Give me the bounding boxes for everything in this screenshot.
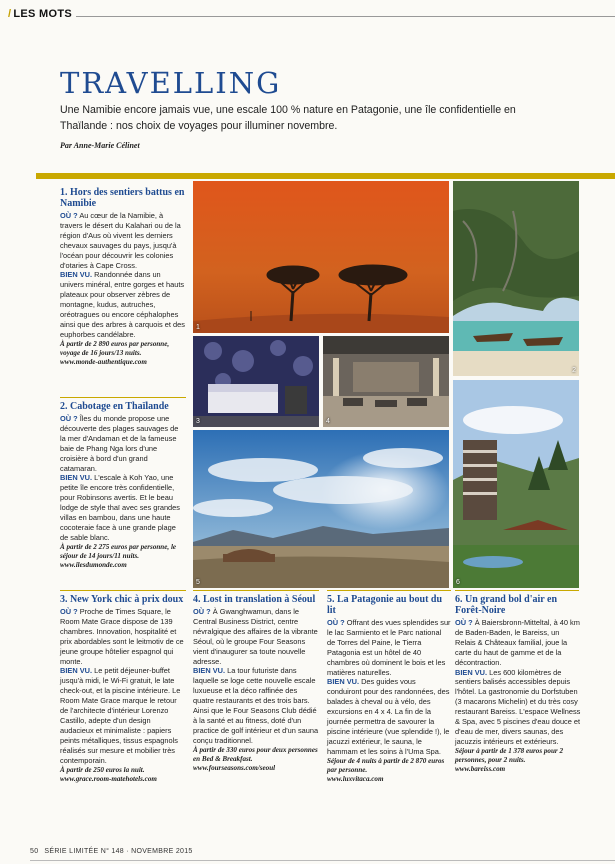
photo-new-york-room (193, 336, 319, 427)
seoul-lobby-image (323, 336, 449, 427)
article-where: OÙ ? Offrant des vues splendides sur le lac Sarmiento et le Parc national de Torres del Paine, le Tierra Patagonia est un hôtel de 40 chambres où dominent le bois et les matières naturelles. (327, 618, 451, 677)
divider (60, 590, 186, 591)
article-black-forest (455, 594, 581, 774)
byline: Par Anne-Marie Célinet (60, 141, 140, 150)
article-title: 4. Lost in translation à Séoul (193, 594, 316, 605)
black-forest-hotel-image (453, 380, 579, 588)
section-tab-label: LES MOTS (13, 8, 72, 20)
article-namibia (60, 187, 186, 367)
article-link[interactable]: www.grace.room-matehotels.com (60, 774, 157, 783)
article-seoul (193, 594, 319, 773)
article-link[interactable]: www.ilesdumonde.com (60, 561, 127, 570)
article-title: 2. Cabotage en Thaïlande (60, 401, 169, 412)
article-title: 5. La Patagonie au bout du lit (327, 594, 443, 616)
article-new-york (60, 594, 186, 784)
article-price: Séjour de 4 nuits à partir de 2 870 euros par personne. (327, 756, 445, 774)
article-patagonia (327, 594, 451, 784)
divider (193, 590, 319, 591)
photo-thailand-bay (453, 181, 579, 376)
photo-number: 2 (572, 367, 576, 374)
footer-rule (30, 860, 615, 861)
gold-band (36, 173, 615, 179)
article-where: OÙ ? Au cœur de la Namibie, à travers le désert du Kalahari ou de la région d'Aus où vivent les derniers chevaux sauvages du pays, jusqu'à l'océan pour découvrir les colonies d'otaries à Cape Cross. (60, 211, 181, 270)
article-where: OÙ ? Proche de Times Square, le Room Mate Grace dispose de 139 chambres. Innovation, hospitalité et prix abordables sont le leitmotiv de ce jeune groupe hôtelier espagnol qui monte. (60, 607, 184, 666)
section-rule (0, 16, 615, 17)
photo-namibia-dunes (193, 181, 449, 333)
article-title: 6. Un grand bol d'air en Forêt-Noire (455, 594, 558, 616)
photo-number: 1 (196, 324, 200, 331)
thailand-bay-image (453, 181, 579, 376)
article-highlight: BIEN VU. Le petit déjeuner-buffet jusqu'à midi, le Wi-Fi gratuit, le late check-out, et la piscine intérieure. Le Room Mate Grace marque le retour de l'architecte d'intérieur Lorenzo Castillo, adepte d'un design audacieux et minimaliste : papiers peints métalliques, tissus espagnols réalisés sur mesure et mobilier très contemporain. (60, 666, 181, 765)
article-highlight: BIEN VU. La tour futuriste dans laquelle se loge cette nouvelle escale luxueuse et la déco raffinée des quatre restaurants et des trois bars. Ainsi que le Four Seasons Club dédié à la santé et au fitness, doté d'un practice de golf intérieur et d'un sauna conçu traditionnel. (193, 666, 319, 745)
photo-number: 3 (196, 418, 200, 425)
article-price: À partir de 250 euros la nuit. (60, 765, 145, 774)
article-highlight: BIEN VU. L'escale à Koh Yao, une petite île encore très confidentielle, pour Robinsons avertis. Et le beau lodge de style thaï avec ses grandes villas en bambou, dans une haute cocoteraie face à une grande plage de sable blanc. (60, 473, 180, 542)
issue-info: SÉRIE LIMITÉE N° 148 · NOVEMBRE 2015 (44, 848, 193, 855)
photo-number: 4 (326, 418, 330, 425)
article-highlight: BIEN VU. Les 600 kilomètres de sentiers balisés accessibles depuis l'hôtel. La gastronomie du Dorfstuben (3 macarons Michelin) et du très cosy restaurant Bareiss. L'espace Wellness & Spa, avec 5 piscines d'eau douce et d'eau de mer, divers saunas, des jacuzzis intérieurs et extérieurs. (455, 667, 581, 746)
page-number: 50 (30, 848, 39, 855)
article-price: À partir de 2 275 euros par personne, le séjour de 14 jours/11 nuits. (60, 542, 177, 560)
article-link[interactable]: www.monde-authentique.com (60, 358, 147, 367)
article-price: Séjour à partir de 1 378 euros pour 2 personnes, pour 2 nuits. (455, 746, 563, 764)
article-where: OÙ ? À Baiersbronn-Mitteltal, à 40 km de Baden-Baden, le Bareiss, un Relais & Châteaux familial, joue la carte du haut de gamme et de la décontraction. (455, 618, 580, 667)
article-link[interactable]: www.luxvitaca.com (327, 775, 384, 784)
divider (455, 590, 579, 591)
divider (60, 397, 186, 398)
new-york-room-image (193, 336, 319, 427)
photo-number: 5 (196, 579, 200, 586)
divider (327, 590, 451, 591)
page-title: TRAVELLING (60, 66, 282, 100)
article-price: À partir de 2 890 euros par personne, voyage de 16 jours/13 nuits. (60, 339, 170, 357)
article-highlight: BIEN VU. Randonnée dans un univers minéral, entre gorges et hauts plateaux pour observer zèbres de montagne, kudus, autruches, oréotragues ou encore céphalophes ainsi que des arbres à carquois et des euphorbes candélabre. (60, 270, 185, 339)
article-thailand (60, 401, 186, 570)
article-title: 1. Hors des sentiers battus en Namibie (60, 187, 185, 209)
article-highlight: BIEN VU. Des guides vous conduiront pour des randonnées, des balades à cheval ou à vélo, des excursions en 4 x 4. La fin de la journée permettra de savourer la piscine intérieure (vue splendide !), le jacuzzi extérieur, le sauna, le hammam et les soins à l'Uma Spa. (327, 677, 450, 756)
article-link[interactable]: www.fourseasons.com/seoul (193, 764, 276, 773)
namibia-dunes-image (193, 181, 449, 333)
article-link[interactable]: www.bareiss.com (455, 765, 506, 774)
article-where: OÙ ? Îles du monde propose une découverte des plages sauvages de la mer d'Andaman et de la fameuse baie de Phang Nga lors d'une croisière à bord d'un grand catamaran. (60, 414, 179, 473)
article-title: 3. New York chic à prix doux (60, 594, 184, 605)
photo-black-forest-hotel (453, 380, 579, 588)
page-footer (30, 848, 193, 855)
intro-text: Une Namibie encore jamais vue, une escale 100 % nature en Patagonie, une île confidentielle en Thaïlande : nos choix de voyages pour illuminer novembre. (60, 104, 516, 132)
patagonia-landscape-image (193, 430, 449, 588)
photo-patagonia-landscape (193, 430, 449, 588)
article-where: OÙ ? À Gwanghwamun, dans le Central Business District, centre névralgique des affaires de la vibrante Séoul, où le groupe Four Seasons vient d'inaugurer sa toute nouvelle adresse. (193, 607, 318, 666)
section-tab: / LES MOTS (0, 8, 76, 20)
photo-seoul-lobby (323, 336, 449, 427)
article-price: À partir de 330 euros pour deux personnes en Bed & Breakfast. (193, 745, 318, 763)
photo-number: 6 (456, 579, 460, 586)
